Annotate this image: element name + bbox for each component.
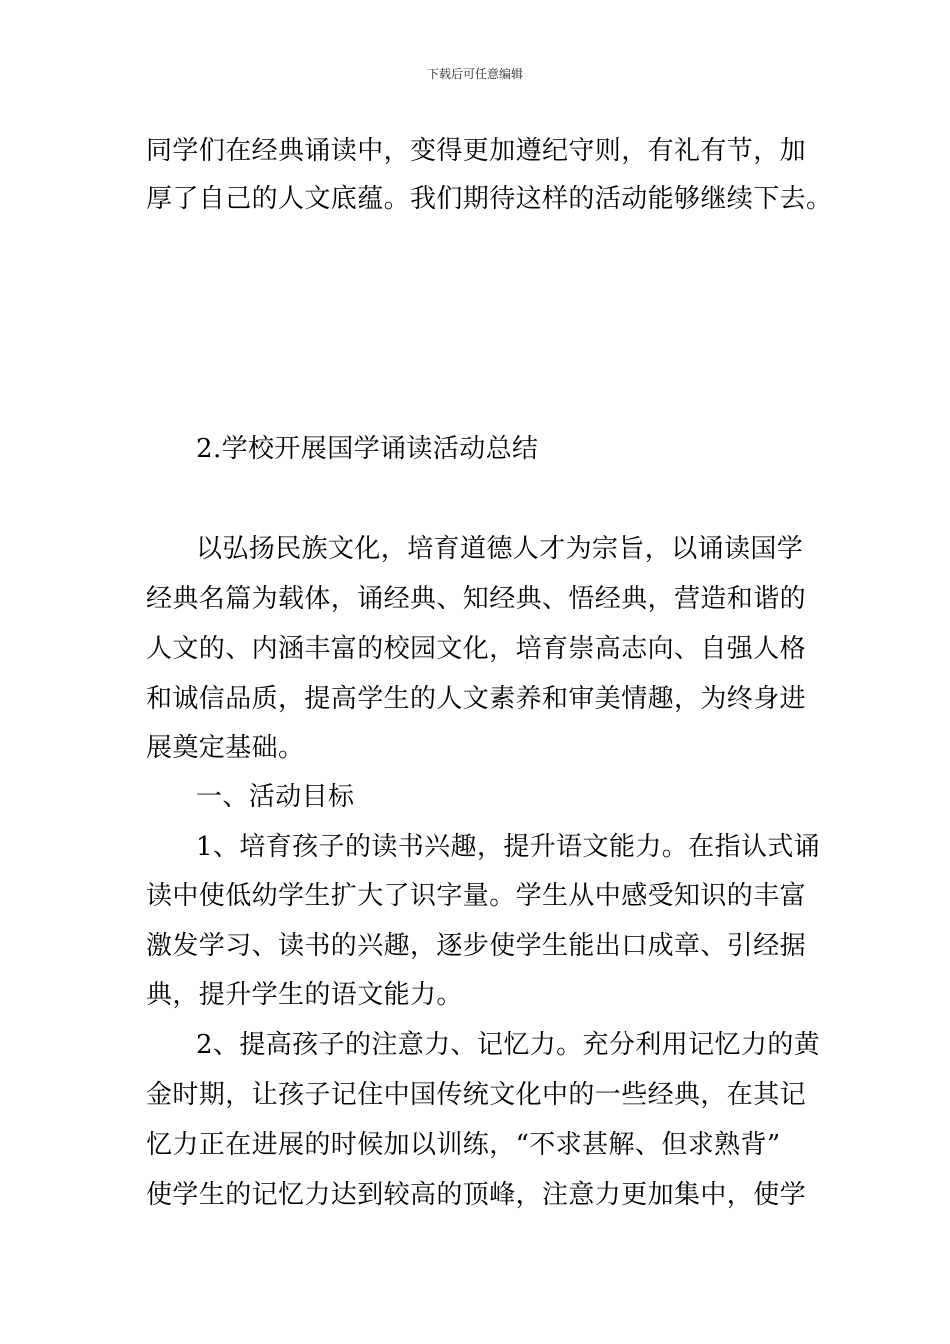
goal2-line: 忆力正在进展的时候加以训练，“不求甚解、但求熟背” — [146, 1130, 781, 1160]
goal2-line: 2、提高孩子的注意力、记忆力。充分利用记忆力的黄 — [196, 1030, 821, 1060]
goal1-line: 读中使低幼学生扩大了识字量。学生从中感受知识的丰富 — [146, 881, 807, 911]
purpose-line: 人文的、内涵丰富的校园文化，培育崇高志向、自强人格 — [146, 634, 807, 664]
section-title: 2.学校开展国学诵读活动总结 — [196, 434, 539, 464]
goal1-line: 激发学习、读书的兴趣，逐步使学生能出口成章、引经据 — [146, 931, 807, 961]
goal1-line: 1、培育孩子的读书兴趣，提升语文能力。在指认式诵 — [196, 832, 821, 862]
goal2-line: 使学生的记忆力达到较高的顶峰，注意力更加集中，使学 — [146, 1180, 807, 1210]
goal2-line: 金时期，让孩子记住中国传统文化中的一些经典，在其记 — [146, 1080, 807, 1110]
goal1-line: 典，提升学生的语文能力。 — [146, 980, 463, 1010]
header-note: 下载后可任意编辑 — [426, 67, 523, 81]
purpose-line: 和诚信品质，提高学生的人文素养和审美情趣，为终身进 — [146, 684, 807, 714]
heading-goals: 一、活动目标 — [196, 782, 355, 812]
purpose-line: 以弘扬民族文化，培育道德人才为宗旨，以诵读国学 — [196, 534, 804, 564]
intro-line: 同学们在经典诵读中，变得更加遵纪守则，有礼有节，加 — [146, 136, 807, 166]
purpose-line: 经典名篇为载体，诵经典、知经典、悟经典，营造和谐的 — [146, 584, 807, 614]
intro-line: 厚了自己的人文底蕴。我们期待这样的活动能够继续下去。 — [146, 184, 833, 214]
purpose-line: 展奠定基础。 — [146, 733, 305, 763]
